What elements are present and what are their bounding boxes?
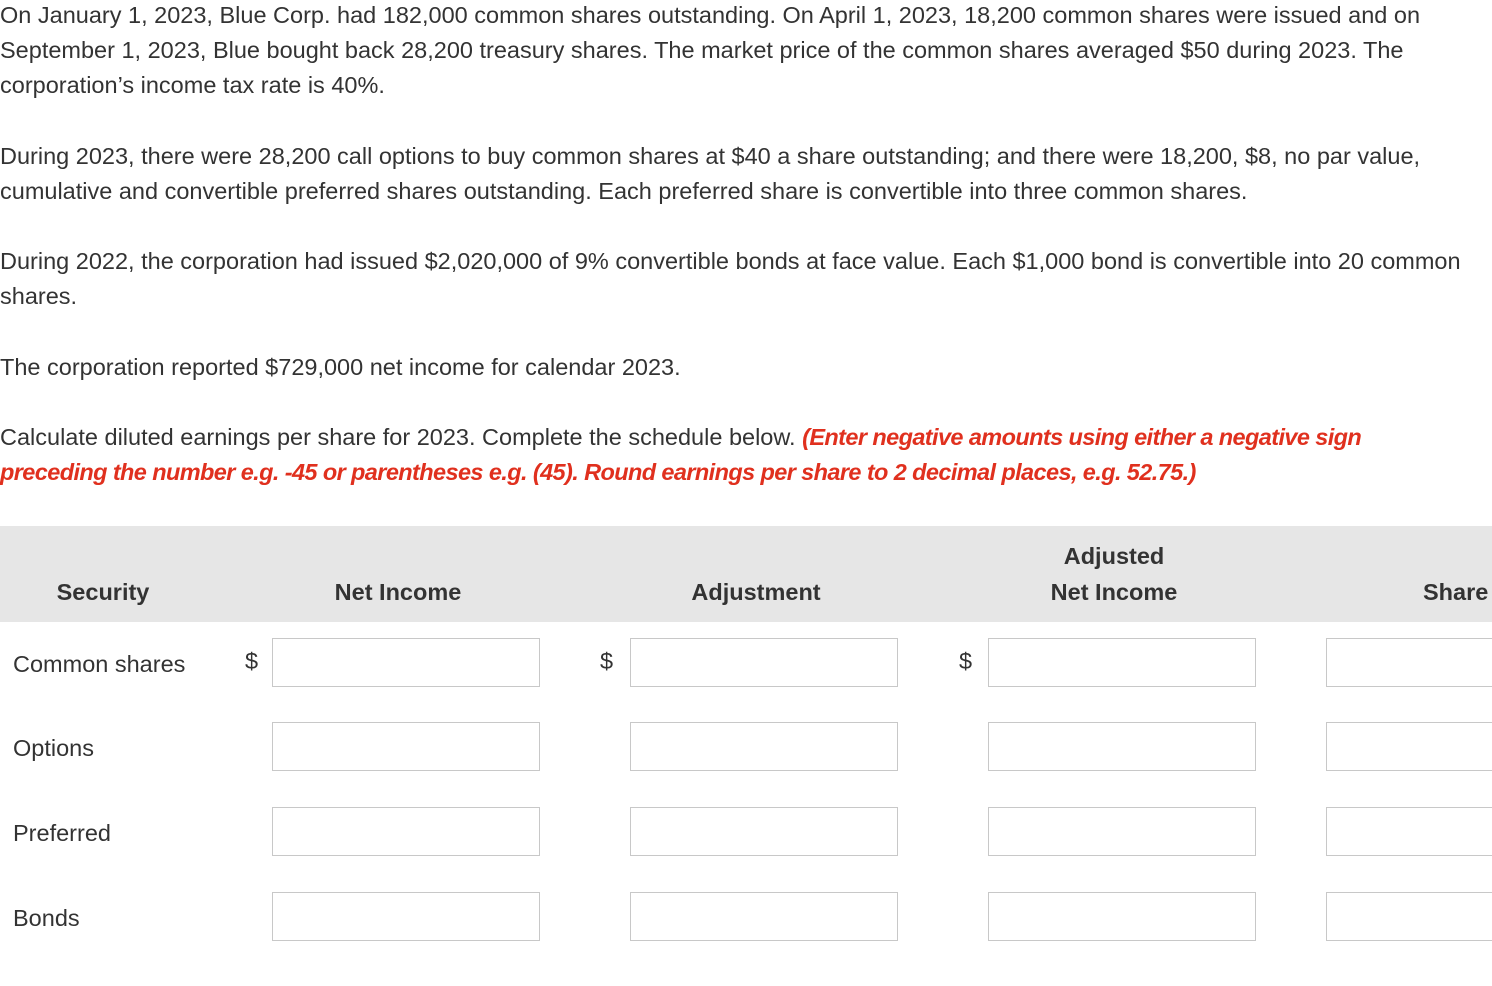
net-income-input[interactable] (272, 892, 540, 941)
dollar-sign: $ (959, 648, 973, 674)
net-income-input[interactable] (272, 807, 540, 856)
adjustment-input[interactable] (630, 892, 898, 941)
table-row-preferred (0, 807, 1492, 892)
table-row-common-shares (0, 638, 1492, 723)
adjusted-net-income-input[interactable] (988, 807, 1256, 856)
question-prompt: Calculate diluted earnings per share for 2023. Complete the schedule below. (0, 424, 796, 450)
problem-paragraph-3: During 2022, the corporation had issued $2,020,000 of 9% convertible bonds at face value. Each $1,000 bond is convertible into 20 common shares. (0, 248, 1461, 309)
problem-paragraph-1: On January 1, 2023, Blue Corp. had 182,000 common shares outstanding. On April 1, 2023, 18,200 common shares were issued and on September 1, 2023, Blue bought back 28,200 treasury shares. The market price of the common shares averaged $50 during 2023. The corporation’s income tax rate is 40%. (0, 2, 1421, 98)
shares-input[interactable] (1326, 807, 1492, 856)
adjusted-net-income-input[interactable] (988, 722, 1256, 771)
diluted-eps-schedule (0, 526, 1492, 986)
adjusted-net-income-input[interactable] (988, 892, 1256, 941)
row-label: Options (13, 735, 94, 761)
header-net-income: Net Income (334, 579, 462, 605)
shares-input[interactable] (1326, 722, 1492, 771)
table-header (0, 526, 1492, 622)
shares-input[interactable] (1326, 892, 1492, 941)
adjusted-net-income-input[interactable] (988, 638, 1256, 687)
header-security: Security (56, 579, 150, 605)
problem-paragraph-4: The corporation reported $729,000 net income for calendar 2023. (0, 354, 681, 380)
adjustment-input[interactable] (630, 722, 898, 771)
net-income-input[interactable] (272, 722, 540, 771)
row-label: Bonds (13, 905, 80, 931)
dollar-sign: $ (600, 648, 614, 674)
header-shares: Share (1423, 579, 1489, 605)
problem-paragraph-2: During 2023, there were 28,200 call options to buy common shares at $40 a share outstanding; and there were 18,200, $8, no par value, cumulative and convertible preferred shares outstanding. Each preferred share is convertible into three common shares. (0, 143, 1421, 204)
header-adjusted-line1: Adjusted (1063, 543, 1165, 569)
adjustment-input[interactable] (630, 807, 898, 856)
adjustment-input[interactable] (630, 638, 898, 687)
question-text (0, 420, 1420, 490)
table-row-bonds (0, 892, 1492, 977)
table-row-options (0, 722, 1492, 807)
shares-input[interactable] (1326, 638, 1492, 687)
header-adjusted-line2: Net Income (1050, 579, 1178, 605)
row-label: Preferred (13, 820, 111, 846)
row-label: Common shares (13, 651, 186, 677)
instruction-note: (Enter negative amounts using either a negative sign preceding the number e.g. -45 or parentheses e.g. (45). Round earnings per share to 2 decimal places, e.g. 52.75.) (0, 424, 1362, 485)
dollar-sign: $ (245, 648, 259, 674)
header-adjusted-net-income (988, 538, 1240, 610)
header-adjustment: Adjustment (691, 579, 821, 605)
net-income-input[interactable] (272, 638, 540, 687)
